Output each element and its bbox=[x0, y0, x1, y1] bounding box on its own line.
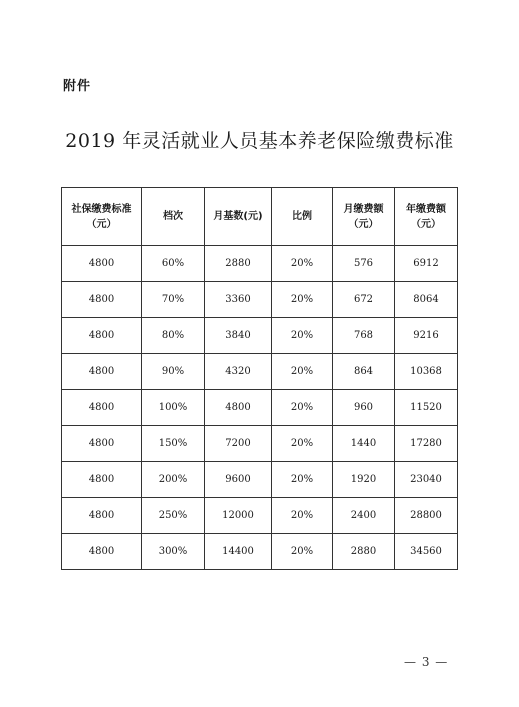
table-cell: 2400 bbox=[333, 498, 395, 534]
table-cell: 23040 bbox=[395, 462, 458, 498]
table-cell: 4800 bbox=[205, 390, 272, 426]
table-row bbox=[62, 534, 458, 570]
table-cell: 1920 bbox=[333, 462, 395, 498]
table-cell: 4800 bbox=[62, 354, 142, 390]
table-cell: 200% bbox=[142, 462, 205, 498]
table-cell: 20% bbox=[272, 354, 333, 390]
table-cell: 20% bbox=[272, 282, 333, 318]
table-cell: 1440 bbox=[333, 426, 395, 462]
fee-standard-table bbox=[61, 187, 458, 570]
table-row bbox=[62, 390, 458, 426]
table-cell: 28800 bbox=[395, 498, 458, 534]
header-text: 月缴费额 bbox=[343, 203, 384, 215]
table-cell: 4800 bbox=[62, 462, 142, 498]
table-cell: 90% bbox=[142, 354, 205, 390]
table-cell: 100% bbox=[142, 390, 205, 426]
attachment-label: 附件 bbox=[63, 79, 92, 94]
table-cell: 4800 bbox=[62, 282, 142, 318]
table-cell: 250% bbox=[142, 498, 205, 534]
table-row bbox=[62, 282, 458, 318]
table-cell: 20% bbox=[272, 246, 333, 282]
table-cell: 4800 bbox=[62, 534, 142, 570]
table-cell: 864 bbox=[333, 354, 395, 390]
table-cell: 672 bbox=[333, 282, 395, 318]
header-unit: （元） bbox=[348, 218, 379, 230]
table-cell: 80% bbox=[142, 318, 205, 354]
table-row bbox=[62, 426, 458, 462]
table-row bbox=[62, 462, 458, 498]
table-cell: 7200 bbox=[205, 426, 272, 462]
table-cell: 4800 bbox=[62, 390, 142, 426]
table-cell: 9600 bbox=[205, 462, 272, 498]
header-unit: （元） bbox=[411, 218, 441, 230]
table-row bbox=[62, 318, 458, 354]
header-text: 档次 bbox=[163, 211, 183, 222]
table-cell: 4800 bbox=[62, 246, 142, 282]
table-cell: 8064 bbox=[395, 282, 458, 318]
table-cell: 20% bbox=[272, 498, 333, 534]
header-monthly-base bbox=[205, 188, 272, 246]
table-cell: 10368 bbox=[395, 354, 458, 390]
table-cell: 150% bbox=[142, 426, 205, 462]
header-text: 月基数(元) bbox=[213, 211, 263, 222]
table-cell: 9216 bbox=[395, 318, 458, 354]
page-number: — 3 — bbox=[404, 655, 449, 669]
table-cell: 4800 bbox=[62, 498, 142, 534]
table-body bbox=[62, 246, 458, 570]
table-cell: 300% bbox=[142, 534, 205, 570]
header-grade bbox=[142, 188, 205, 246]
table-row bbox=[62, 354, 458, 390]
table-header-row bbox=[62, 188, 458, 246]
table-cell: 20% bbox=[272, 318, 333, 354]
table-cell: 4800 bbox=[62, 426, 142, 462]
table-row bbox=[62, 246, 458, 282]
header-social-security-standard bbox=[62, 188, 142, 246]
table-cell: 576 bbox=[333, 246, 395, 282]
table-cell: 20% bbox=[272, 390, 333, 426]
table-cell: 34560 bbox=[395, 534, 458, 570]
table-cell: 2880 bbox=[205, 246, 272, 282]
table-cell: 60% bbox=[142, 246, 205, 282]
table-cell: 4800 bbox=[62, 318, 142, 354]
table-cell: 768 bbox=[333, 318, 395, 354]
header-text: 社保缴费标准 bbox=[71, 203, 132, 215]
document-title: 2019 年灵活就业人员基本养老保险缴费标准 bbox=[65, 130, 454, 152]
table-cell: 960 bbox=[333, 390, 395, 426]
header-text: 比例 bbox=[292, 211, 312, 222]
table-cell: 11520 bbox=[395, 390, 458, 426]
table-cell: 12000 bbox=[205, 498, 272, 534]
header-text: 年缴费额 bbox=[406, 203, 446, 215]
table-cell: 14400 bbox=[205, 534, 272, 570]
header-ratio bbox=[272, 188, 333, 246]
table-cell: 3360 bbox=[205, 282, 272, 318]
header-monthly-payment bbox=[333, 188, 395, 246]
table-row bbox=[62, 498, 458, 534]
header-unit: （元） bbox=[86, 218, 117, 230]
table-cell: 70% bbox=[142, 282, 205, 318]
table-cell: 20% bbox=[272, 426, 333, 462]
table-cell: 17280 bbox=[395, 426, 458, 462]
header-annual-payment bbox=[395, 188, 458, 246]
table-cell: 6912 bbox=[395, 246, 458, 282]
table-cell: 4320 bbox=[205, 354, 272, 390]
table-cell: 20% bbox=[272, 462, 333, 498]
table-cell: 20% bbox=[272, 534, 333, 570]
table-cell: 2880 bbox=[333, 534, 395, 570]
table-cell: 3840 bbox=[205, 318, 272, 354]
